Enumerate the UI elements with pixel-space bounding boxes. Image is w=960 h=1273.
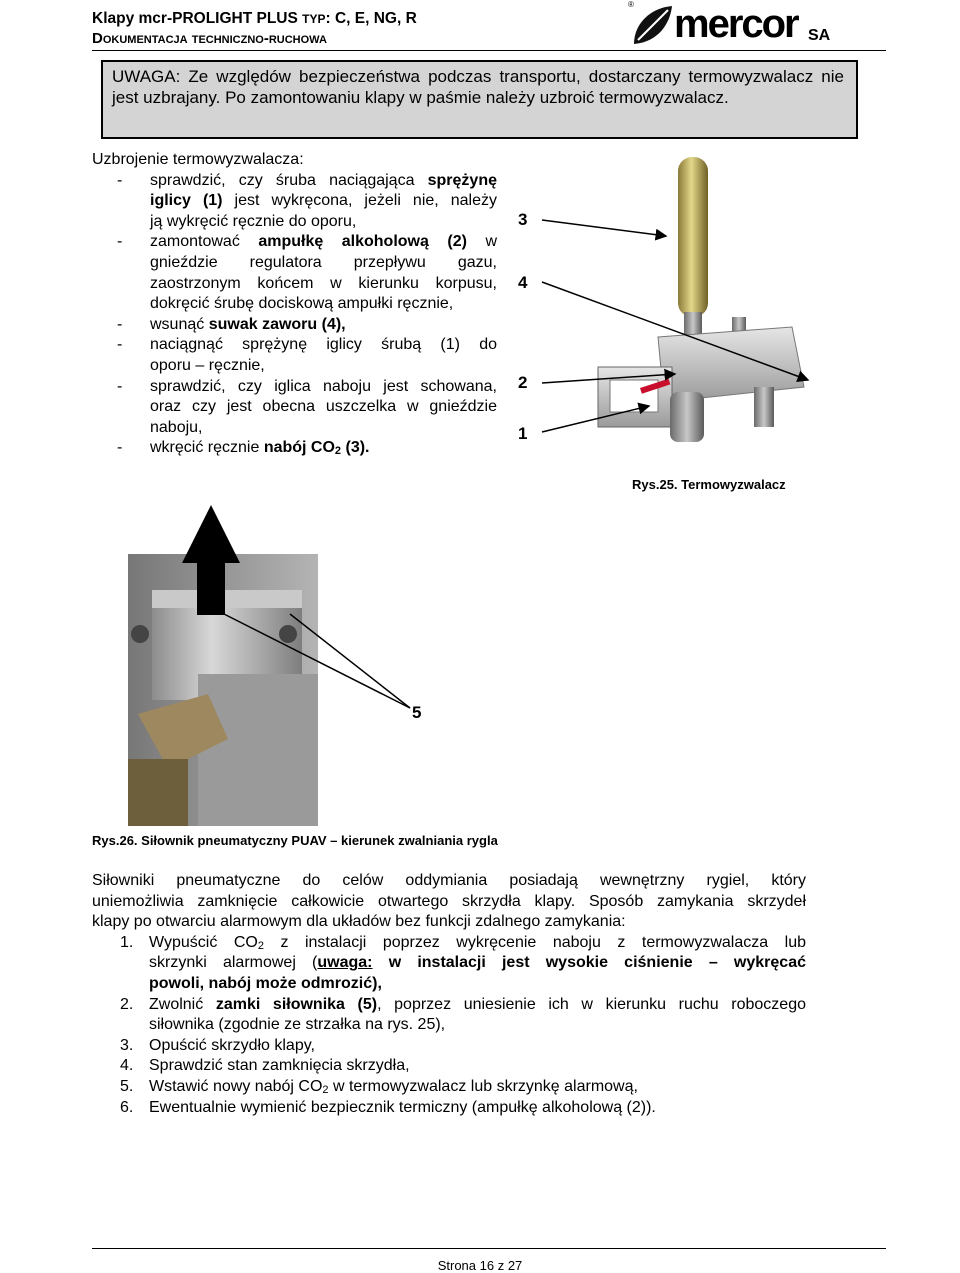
- text-run: Wypuścić CO: [149, 933, 258, 951]
- text-run: siłownika (zgodnie ze strzałka na rys. 25),: [149, 1016, 446, 1034]
- text-run: 2: [322, 1083, 329, 1096]
- text-run: w termowyzwalacz lub skrzynkę alarmową,: [328, 1077, 638, 1095]
- text-run: dokręcić śrubę dociskową ampułki ręcznie,: [150, 295, 454, 313]
- page-number: Strona 16 z 27: [437, 1258, 523, 1273]
- intro-paragraph: [92, 871, 806, 933]
- text-run: Ewentualnie wymienić bezpiecznik termiczny (ampułkę alkoholową (2)).: [149, 1098, 656, 1116]
- warning-text: UWAGA: Ze względów bezpieczeństwa podczas transportu, dostarczany termowyzwalacz nie jest uzbrajany. Po zamontowaniu klapy w paśmie należy uzbroić termowyzwalacz.: [112, 67, 844, 107]
- text-run: powoli, nabój może odmrozić),: [149, 974, 382, 992]
- text-run: sprawdzić, czy iglica naboju jest schowana,: [150, 377, 497, 395]
- text-run: uwaga:: [317, 954, 373, 972]
- list-dash: -: [117, 171, 123, 189]
- text-line: [150, 356, 497, 377]
- arming-title: Uzbrojenie termowyzwalacza:: [92, 151, 304, 168]
- text-run: iglicy (1): [150, 192, 223, 210]
- text-run: , poprzez uniesienie ich w kierunku ruchu roboczego: [377, 995, 807, 1013]
- text-run: naboju,: [150, 418, 203, 436]
- text-run: w: [466, 233, 497, 251]
- text-run: zaostrzonym końcem w kierunku korpusu,: [150, 274, 497, 292]
- closing-step: [92, 1036, 806, 1057]
- arrow-up-icon: [182, 505, 240, 615]
- text-run: oraz czy jest obecna uszczelka w gnieździe: [150, 398, 497, 416]
- text-line: [149, 933, 806, 954]
- text-run: nabój CO: [263, 439, 335, 457]
- text-line: [150, 335, 497, 356]
- text-run: ampułkę alkoholową (2): [258, 233, 467, 251]
- figure25-leader-lines: [530, 200, 820, 450]
- step-number: 5.: [120, 1077, 134, 1095]
- document-subtitle: Dokumentacja techniczno-ruchowa: [92, 30, 327, 47]
- text-run: zamontować: [150, 233, 259, 251]
- logo-wordmark: mercor: [674, 2, 798, 46]
- text-line: [150, 232, 497, 253]
- text-run: wkręcić ręcznie: [150, 439, 264, 457]
- closing-step: [92, 1077, 806, 1098]
- footer-rule: [92, 1248, 886, 1249]
- arming-step: [92, 438, 497, 459]
- text-line: [150, 253, 497, 274]
- text-line: [150, 438, 497, 459]
- document-title: Klapy mcr-PROLIGHT PLUS TYP: C, E, NG, R: [92, 10, 417, 27]
- text-line: [150, 191, 497, 212]
- text-line: [150, 212, 497, 233]
- logo-suffix: SA: [808, 27, 831, 44]
- text-line: [150, 294, 497, 315]
- closing-step: [92, 995, 806, 1036]
- list-dash: -: [117, 233, 123, 251]
- closing-instructions: [92, 871, 806, 1118]
- text-run: wsunąć: [150, 315, 209, 333]
- arming-list: [92, 171, 497, 459]
- arming-step: [92, 171, 497, 233]
- registered-mark: ®: [628, 0, 634, 9]
- text-run: w instalacji jest wysokie ciśnienie – wykręcać: [372, 954, 806, 972]
- arming-instructions: [92, 150, 497, 459]
- closing-step: [92, 1098, 806, 1119]
- figure26-label-5: 5: [412, 703, 422, 722]
- step-number: 4.: [120, 1057, 134, 1075]
- text-line: [150, 377, 497, 398]
- step-number: 2.: [120, 995, 134, 1013]
- text-line: [149, 1015, 806, 1036]
- list-dash: -: [117, 336, 123, 354]
- text-run: ją wykręcić ręcznie do oporu,: [150, 212, 357, 230]
- figure25-label-4: 4: [518, 273, 528, 292]
- figure25-label-1: 1: [518, 424, 528, 443]
- text-line: [150, 397, 497, 418]
- text-line: [150, 315, 497, 336]
- step-number: 1.: [120, 933, 134, 951]
- step-number: 6.: [120, 1098, 134, 1116]
- figure25-label-3: 3: [518, 210, 528, 229]
- text-run: sprężynę: [427, 171, 497, 189]
- text-run: oporu – ręcznie,: [150, 356, 265, 374]
- text-line: [149, 995, 806, 1016]
- figure25-caption: Rys.25. Termowyzwalacz: [632, 477, 786, 492]
- text-line: Siłowniki pneumatyczne do celów oddymiania posiadają wewnętrzny rygiel, który: [92, 872, 806, 889]
- text-line: [150, 274, 497, 295]
- closing-steps-list: [92, 933, 806, 1118]
- text-run: zamki siłownika (5): [215, 995, 378, 1013]
- text-run: (3).: [341, 439, 370, 457]
- text-run: suwak zaworu (4),: [208, 315, 346, 333]
- list-dash: -: [117, 315, 123, 333]
- text-line: [150, 418, 497, 439]
- arming-step: [92, 232, 497, 314]
- arming-step: [92, 377, 497, 439]
- text-line: uniemożliwia zamknięcie całkowicie otwartego skrzydła klapy. Sposób zamykania skrzydeł: [92, 892, 806, 910]
- text-run: sprawdzić, czy śruba naciągająca: [150, 171, 428, 189]
- figure25-label-2: 2: [518, 373, 528, 392]
- step-number: 3.: [120, 1036, 134, 1054]
- text-line: klapy po otwarciu alarmowym dla układów bez funkcji zdalnego zamykania:: [92, 913, 626, 931]
- text-run: jest wykręcona, jeżeli nie, należy: [222, 192, 497, 210]
- text-run: gnieździe regulatora przepływu gazu,: [150, 253, 497, 271]
- text-line: [149, 1077, 806, 1098]
- text-run: z instalacji poprzez wykręcenie naboju z termowyzwalacza lub: [263, 933, 806, 951]
- arming-step: [92, 315, 497, 336]
- text-line: [149, 1056, 806, 1077]
- closing-step: [92, 933, 806, 995]
- text-run: Sprawdzić stan zamknięcia skrzydła,: [149, 1057, 410, 1075]
- text-run: skrzynki alarmowej (: [149, 954, 318, 972]
- closing-step: [92, 1056, 806, 1077]
- text-line: [149, 974, 806, 995]
- list-dash: -: [117, 377, 123, 395]
- figure26-caption: Rys.26. Siłownik pneumatyczny PUAV – kierunek zwalniania rygla: [92, 833, 498, 848]
- text-line: [150, 171, 497, 192]
- text-run: 2: [334, 445, 342, 458]
- header-rule: [92, 50, 886, 51]
- text-run: Zwolnić: [149, 995, 216, 1013]
- text-run: Opuścić skrzydło klapy,: [149, 1036, 315, 1054]
- arming-step: [92, 335, 497, 376]
- figure26-leader-lines: [180, 610, 420, 720]
- text-run: Wstawić nowy nabój CO: [149, 1077, 323, 1095]
- text-run: naciągnąć sprężynę iglicy śrubą (1) do: [150, 336, 497, 354]
- text-line: [149, 1098, 806, 1119]
- text-run: 2: [257, 939, 264, 952]
- list-dash: -: [117, 439, 123, 457]
- text-line: [149, 953, 806, 974]
- text-line: [149, 1036, 806, 1057]
